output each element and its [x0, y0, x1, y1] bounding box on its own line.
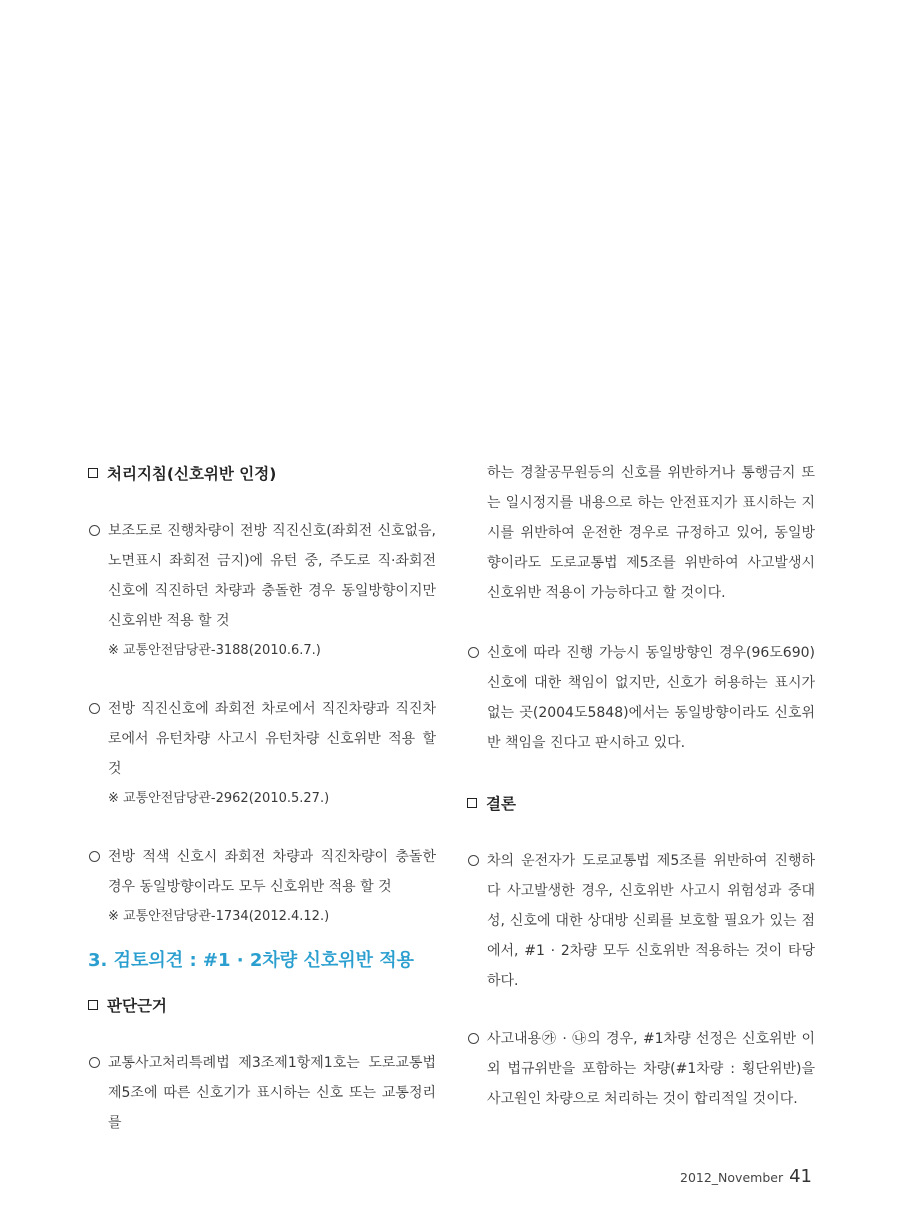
reference-2: ※ 교통안전담당관-2962(2010.5.27.) [108, 791, 330, 806]
guideline-item-3: 전방 적색 신호시 좌회전 차량과 직진차량이 충돌한 경우 동일방향이라도 모두 신호위반 적용 할 것 [88, 842, 436, 902]
page-footer [680, 1166, 812, 1187]
circle-bullet-icon [468, 647, 479, 658]
guideline-item-2: 전방 직진신호에 좌회전 차로에서 직진차량과 직진차로에서 유턴차량 사고시 유턴차량 신호위반 적용 할 것 [88, 694, 436, 784]
square-bullet-icon [88, 1000, 98, 1010]
reference-3: ※ 교통안전담당관-1734(2012.4.12.) [108, 909, 330, 924]
circle-bullet-icon [89, 525, 100, 536]
conclusion-item-1: 차의 운전자가 도로교통법 제5조를 위반하여 진행하다 사고발생한 경우, 신호위반 사고시 위험성과 중대성, 신호에 대한 상대방 신뢰를 보호할 필요가 있는 점에서, #1 · 2차량 모두 신호위반 적용하는 것이 타당하다. [467, 846, 815, 996]
circle-bullet-icon [89, 851, 100, 862]
guideline-item-1: 보조도로 진행차량이 전방 직진신호(좌회전 신호없음, 노면표시 좌회전 금지)에 유턴 중, 주도로 직·좌회전 신호에 직진하던 차량과 충돌한 경우 동일방향이지만 신호위반 적용 할 것 [88, 516, 436, 636]
basis-item-1-continued: 하는 경찰공무원등의 신호를 위반하거나 통행금지 또는 일시정지를 내용으로 하는 안전표지가 표시하는 지시를 위반하여 운전한 경우로 규정하고 있어, 동일방향이라도 도로교통법 제5조를 위반하여 사고발생시 신호위반 적용이 가능하다고 할 것이다. [487, 465, 815, 601]
square-bullet-icon [88, 468, 98, 478]
heading-conclusion: 결론 [467, 788, 815, 818]
issue-label: 2012_November [680, 1170, 784, 1185]
section-title-review: 3. 검토의견 : #1 · 2차량 신호위반 적용 [88, 950, 415, 971]
page-number: 41 [789, 1166, 812, 1187]
basis-item-2: 신호에 따라 진행 가능시 동일방향인 경우(96도690) 신호에 대한 책임이 없지만, 신호가 허용하는 표시가 없는 곳(2004도5848)에서는 동일방향이라도 신호위반 책임을 진다고 판시하고 있다. [467, 638, 815, 758]
reference-1: ※ 교통안전담당관-3188(2010.6.7.) [108, 643, 321, 658]
circle-bullet-icon [468, 855, 479, 866]
heading-processing-guideline: 처리지침(신호위반 인정) [88, 458, 436, 488]
circle-bullet-icon [89, 1057, 100, 1068]
heading-judgment-basis: 판단근거 [88, 990, 436, 1020]
basis-item-1: 교통사고처리특례법 제3조제1항제1호는 도로교통법 제5조에 따른 신호기가 표시하는 신호 또는 교통정리를 [88, 1048, 436, 1138]
circle-bullet-icon [89, 703, 100, 714]
circle-bullet-icon [468, 1033, 479, 1044]
right-column [467, 458, 815, 1114]
left-column [88, 458, 436, 1138]
square-bullet-icon [467, 798, 477, 808]
conclusion-item-2: 사고내용㉮ · ㉯의 경우, #1차량 선정은 신호위반 이외 법규위반을 포함하는 차량(#1차량 : 횡단위반)을 사고원인 차량으로 처리하는 것이 합리적일 것이다. [467, 1024, 815, 1114]
